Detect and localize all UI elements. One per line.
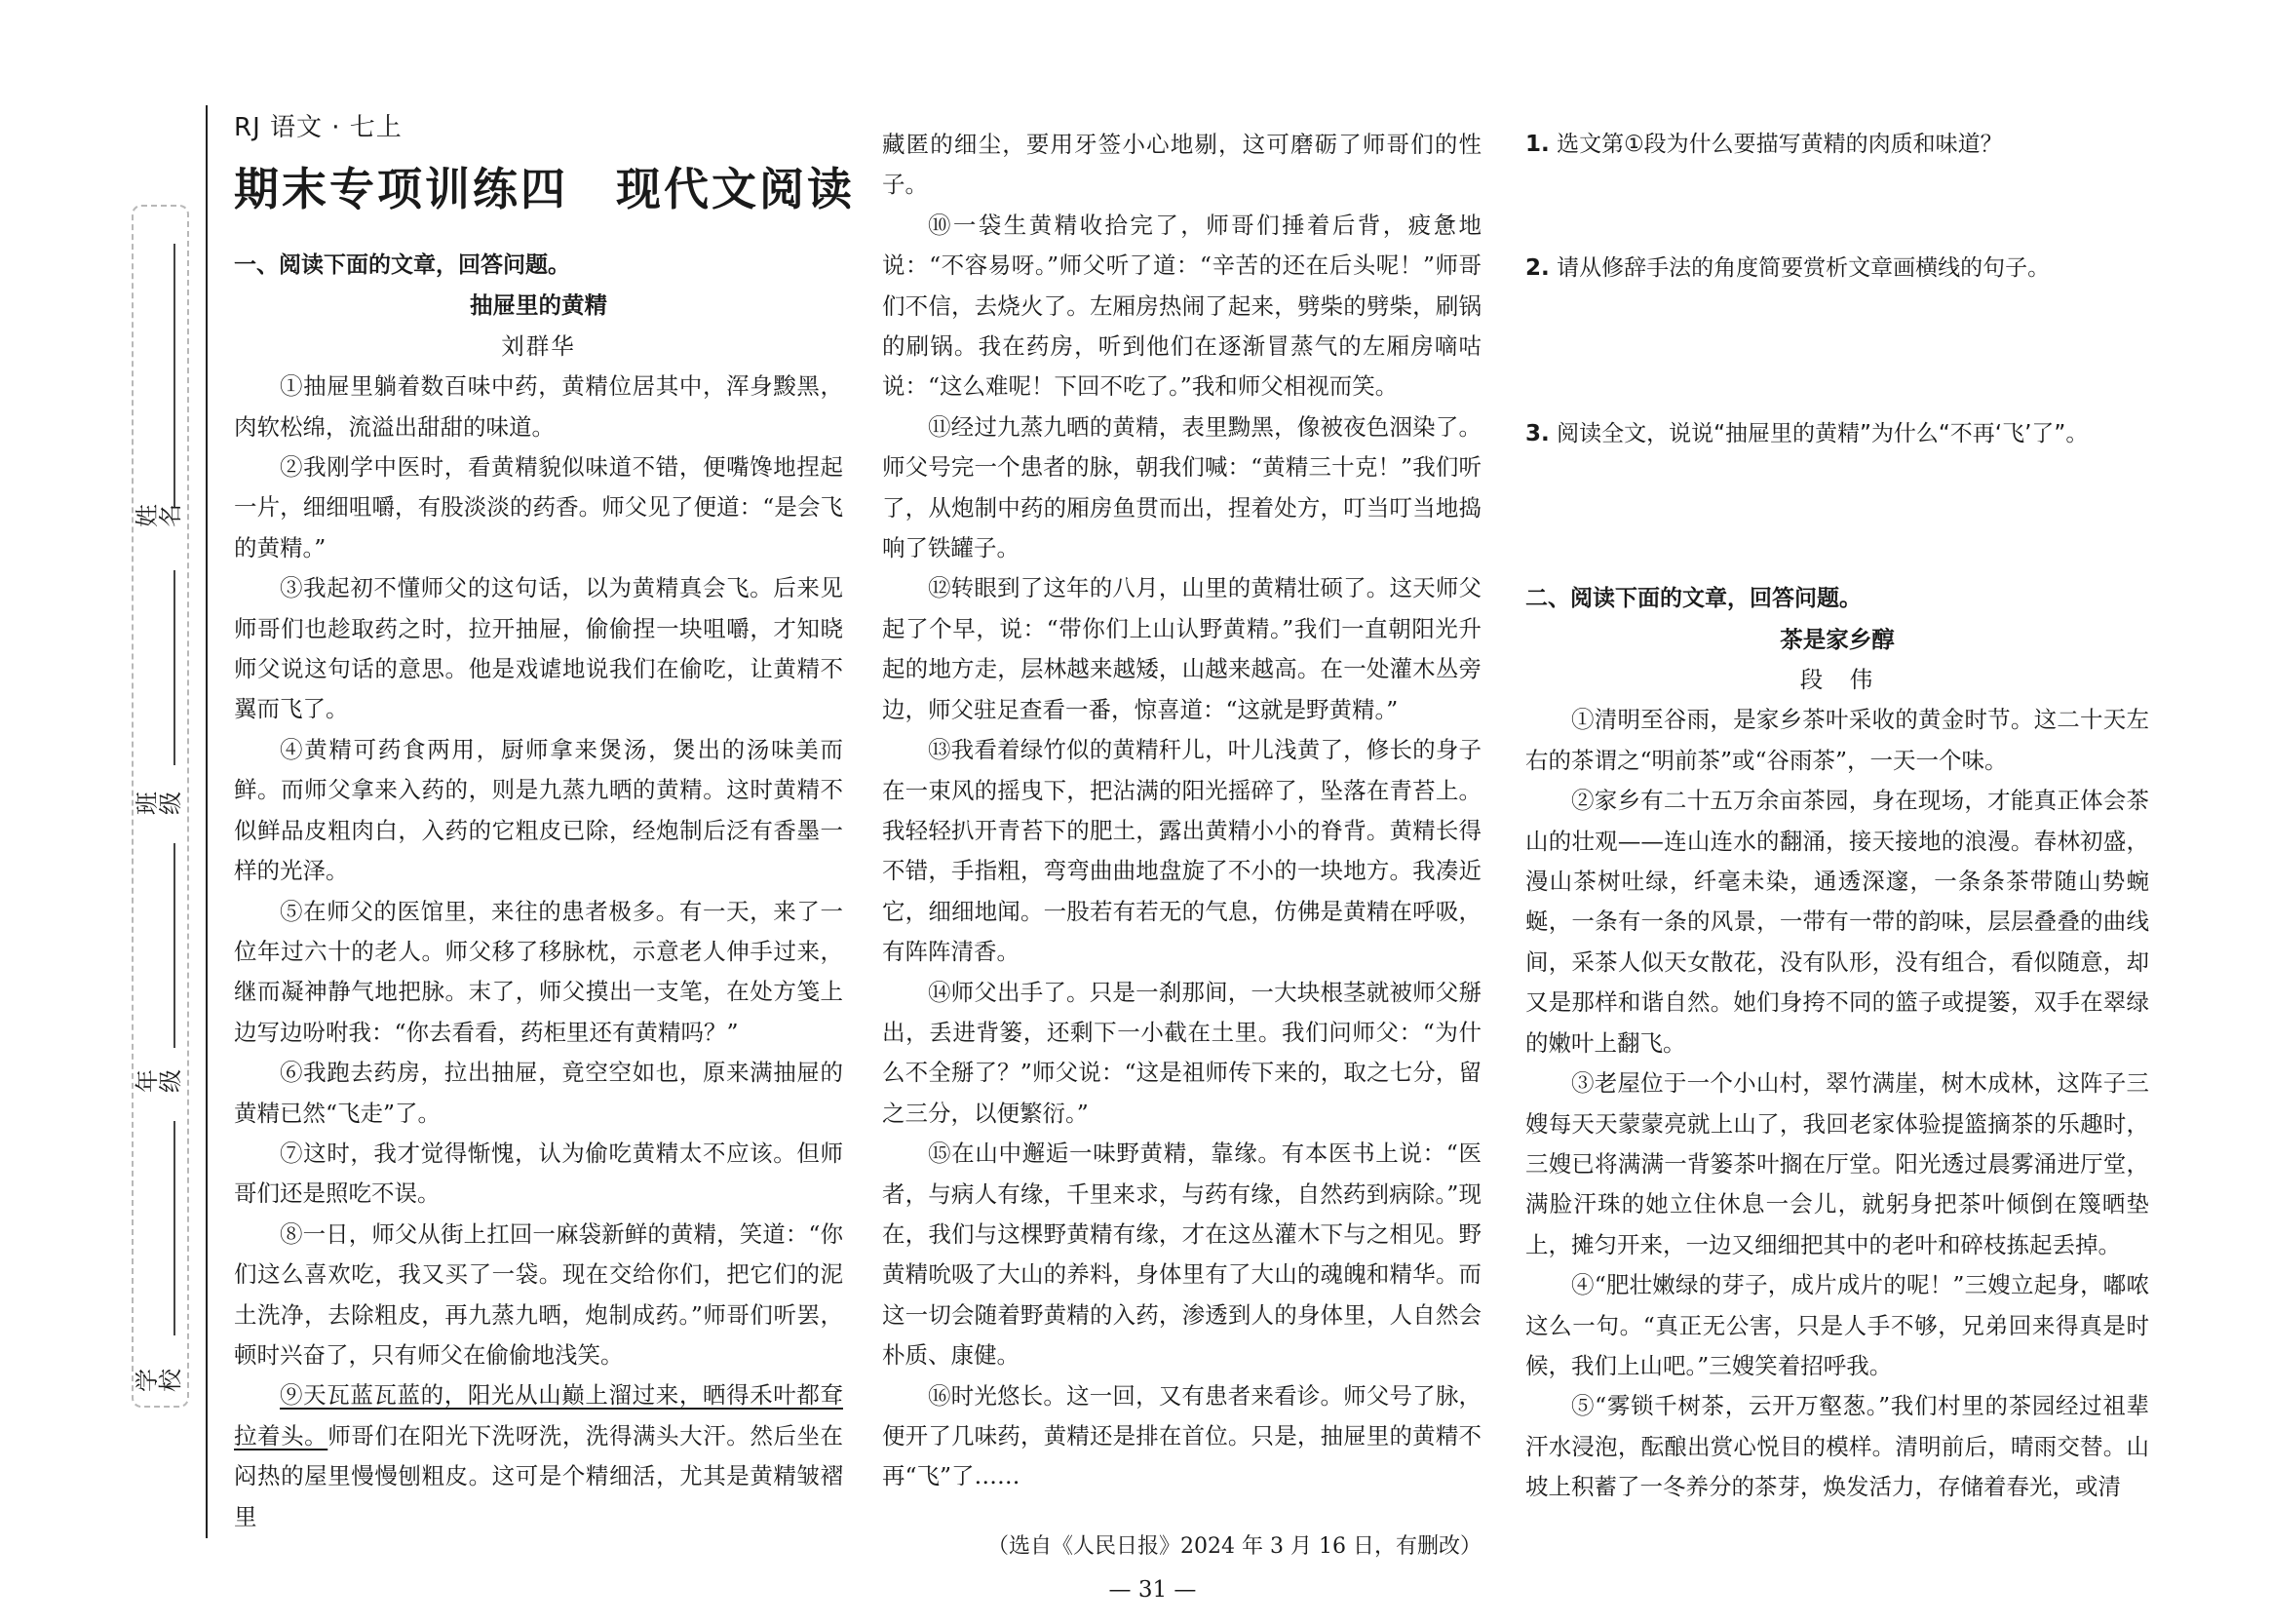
section1-heading: 一、阅读下面的文章，回答问题。 (234, 252, 570, 278)
grade-line (173, 843, 175, 1048)
paragraph-9-rest: 师哥们在阳光下洗呀洗，洗得满头大汗。然后坐在闷热的屋里慢慢刨粗皮。这可是个精细活，尤其是黄精皱褶里 (234, 1421, 844, 1530)
essay1-paragraph: ②我刚学中医时，看黄精貌似味道不错，便嘴馋地捏起一片，细细咀嚼，有股淡淡的药香。师父见了便道：“是会飞的黄精。” (234, 453, 843, 561)
essay1-paragraph: ③我起初不懂师父的这句话，以为黄精真会飞。后来见师哥们也趁取药之时，拉开抽屉，偷偷捏一块咀嚼，才知晓师父说这句话的意思。他是戏谑地说我们在偷吃，让黄精不翼而飞了。 (234, 574, 843, 723)
essay1-paragraph: ⑮在山中邂逅一味野黄精，靠缘。有本医书上说：“医者，与病人有缘，千里来求，与药有缘，自然药到病除。”现在，我们与这棵野黄精有缘，才在这丛灌木下与之相见。野黄精吮吸了大山的养料，身体里有了大山的魂魄和精华。而这一切会随着野黄精的入药，渗透到人的身体里，人自然会朴质、康健。 (882, 1140, 1482, 1370)
class-line (173, 570, 175, 765)
school-label: 学校 (134, 1369, 184, 1392)
section2-heading: 二、阅读下面的文章，回答问题。 (1525, 586, 1862, 612)
essay1-paragraph-9 (234, 1375, 843, 1537)
essay1-paragraph: ⑦这时，我才觉得惭愧，认为偷吃黄精太不应该。但师哥们还是照吃不误。 (234, 1139, 843, 1208)
name-label: 姓名 (134, 504, 184, 527)
question-2: 2. 请从修辞手法的角度简要赏析文章画横线的句子。 (1525, 255, 2051, 282)
essay2-paragraph: ④“肥壮嫩绿的芽子，成片成片的呢！”三嫂立起身，嘟哝这么一句。“真正无公害，只是人手不够，兄弟回来得真是时候，我们上山吧。”三嫂笑着招呼我。 (1525, 1271, 2149, 1379)
essay1-paragraph: ⑭师父出手了。只是一刹那间，一大块根茎就被师父掰出，丢进背篓，还剩下一小截在土里。我们问师父：“为什么不全掰了？”师父说：“这是祖师传下来的，取之七分，留之三分，以便繁衍。” (882, 978, 1482, 1127)
school-line (173, 1121, 175, 1335)
grade-label: 年级 (134, 1069, 184, 1093)
essay1-paragraph: ⑬我看着绿竹似的黄精秆儿，叶儿浅黄了，修长的身子在一束风的摇曳下，把沾满的阳光摇碎了，坠落在青苔上。我轻轻扒开青苔下的肥土，露出黄精小小的脊背。黄精长得不错，手指粗，弯弯曲曲地盘旋了不小的一块地方。我凑近它，细细地闻。一股若有若无的气息，仿佛是黄精在呼吸，有阵阵清香。 (882, 736, 1482, 966)
essay1-paragraph: 藏匿的细尘，要用牙签小心地剔，这可磨砺了师哥们的性子。 (882, 131, 1482, 199)
header-tag: RJ 语文 · 七上 (234, 113, 403, 142)
essay1-paragraph: ⑧一日，师父从街上扛回一麻袋新鲜的黄精，笑道：“你们这么喜欢吃，我又买了一袋。现在交给你们，把它们的泥土洗净，去除粗皮，再九蒸九晒，炮制成药。”师哥们听罢，顿时兴奋了，只有师父在偷偷地浅笑。 (234, 1219, 843, 1369)
page-title: 期末专项训练四 现代文阅读 (234, 163, 855, 215)
question-3: 3. 阅读全文，说说“抽屉里的黄精”为什么“不再‘飞’了”。 (1525, 420, 2089, 446)
essay2-author: 段 伟 (1799, 666, 1875, 694)
column-3 (1525, 125, 2149, 1508)
essay1-paragraph: ⑤在师父的医馆里，来往的患者极多。有一天，来了一位年过六十的老人。师父移了移脉枕，示意老人伸手过来，继而凝神静气地把脉。末了，师父摸出一支笔，在处方笺上边写边吩咐我：“你去看看，药柜里还有黄精吗？” (234, 897, 843, 1046)
page-number: — 31 — (1108, 1577, 1197, 1604)
essay1-paragraph: ①抽屉里躺着数百味中药，黄精位居其中，浑身黢黑，肉软松绵，流溢出甜甜的味道。 (234, 372, 843, 441)
column-2 (882, 125, 1482, 1611)
essay2-paragraph: ②家乡有二十五万余亩茶园，身在现场，才能真正体会茶山的壮观——连山连水的翻涌，接天接地的浪漫。春林初盛，漫山茶树吐绿，纤毫未染，通透深邃，一条条茶带随山势蜿蜒，一条有一条的风景，一带有一带的韵味，层层叠叠的曲线间，采茶人似天女散花，没有队形，没有组合，看似随意，却又是那样和谐自然。她们身挎不同的篮子或提篓，双手在翠绿的嫩叶上翻飞。 (1525, 787, 2149, 1057)
essay1-paragraph: ⑥我跑去药房，拉出抽屉，竟空空如也，原来满抽屉的黄精已然“飞走”了。 (234, 1059, 843, 1127)
essay2-paragraph: ③老屋位于一个小山村，翠竹满崖，树木成林，这阵子三嫂每天天蒙蒙亮就上山了，我回老家体验提篮摘茶的乐趣时，三嫂已将满满一背篓茶叶搁在厅堂。阳光透过晨雾涌进厅堂，满脸汗珠的她立住休息一会儿，就躬身把茶叶倾倒在篾晒垫上，摊匀开来，一边又细细把其中的老叶和碎枝拣起丢掉。 (1525, 1069, 2149, 1258)
class-label: 班级 (134, 792, 184, 815)
essay1-paragraph: ⑩一袋生黄精收拾完了，师哥们捶着后背，疲惫地说：“不容易呀。”师父听了道：“辛苦的还在后头呢！”师哥们不信，去烧火了。左厢房热闹了起来，劈柴的劈柴，刷锅的刷锅。我在药房，听到他们在逐渐冒蒸气的左厢房嘀咕说：“这么难呢！下回不吃了。”我和师父相视而笑。 (882, 211, 1482, 401)
essay1-paragraph: ⑪经过九蒸九晒的黄精，表里黝黑，像被夜色洇染了。师父号完一个患者的脉，朝我们喊：“黄精三十克！”我们听了，从炮制中药的厢房鱼贯而出，捏着处方，叮当叮当地捣响了铁罐子。 (882, 412, 1482, 562)
essay1-paragraph: ④黄精可药食两用，厨师拿来煲汤，煲出的汤味美而鲜。而师父拿来入药的，则是九蒸九晒的黄精。这时黄精不似鲜品皮粗肉白，入药的它粗皮已除，经炮制后泛有香墨一样的光泽。 (234, 735, 843, 885)
essay1-paragraph: ⑯时光悠长。这一回，又有患者来看诊。师父号了脉，便开了几味药，黄精还是排在首位。只是，抽屉里的黄精不再“飞”了…… (882, 1381, 1482, 1490)
essay2-title: 茶是家乡醇 (1780, 625, 1895, 653)
underlined-sentence: ⑨天瓦蓝瓦蓝的，阳光从山巅上溜过来，晒得禾叶都耷拉着头。 (234, 1381, 843, 1450)
margin-rule (206, 105, 208, 1538)
essay1-source: （选自《人民日报》2024 年 3 月 16 日，有删改） (987, 1533, 1482, 1559)
column-1 (234, 246, 843, 1537)
question-1: 1. 选文第①段为什么要描写黄精的肉质和味道？ (1525, 132, 2003, 157)
essay1-paragraph: ⑫转眼到了这年的八月，山里的黄精壮硕了。这天师父起了个早，说：“带你们上山认野黄精。”我们一直朝阳光升起的地方走，层林越来越矮，山越来越高。在一处灌木丛旁边，师父驻足查看一番，惊喜道：“这就是野黄精。” (882, 574, 1482, 723)
essay1-title: 抽屉里的黄精 (470, 291, 607, 320)
essay2-paragraph: ①清明至谷雨，是家乡茶叶采收的黄金时节。这二十天左右的茶谓之“明前茶”或“谷雨茶”，一天一个味。 (1525, 706, 2149, 774)
essay2-paragraph: ⑤“雾锁千树茶，云开万壑葱。”我们村里的茶园经过祖辈汗水浸泡，酝酿出赏心悦目的模样。清明前后，晴雨交替。山坡上积蓄了一冬养分的茶芽，焕发活力，存储着春光，或清 (1525, 1392, 2149, 1501)
name-line (173, 244, 175, 507)
essay1-author: 刘群华 (501, 331, 576, 360)
